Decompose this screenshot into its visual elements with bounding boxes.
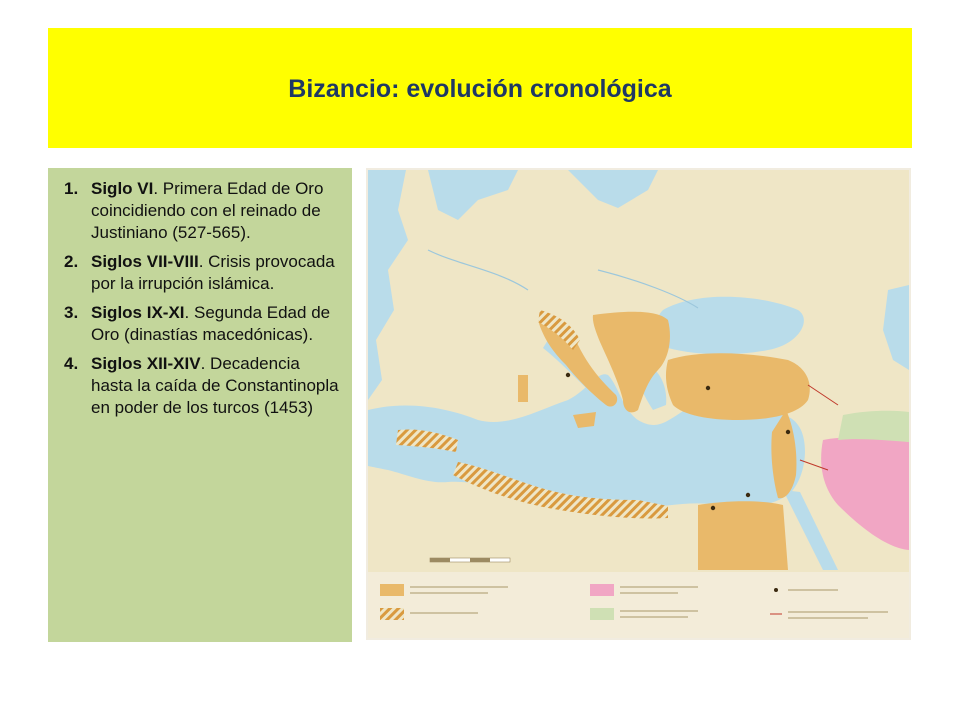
siege-marker-icon: [706, 386, 710, 390]
siege-marker-icon: [566, 373, 570, 377]
byzantine-empire-map: [366, 168, 911, 640]
map-svg: [368, 170, 909, 638]
chronology-list: [64, 178, 340, 419]
list-item: [64, 302, 340, 346]
list-item-heading: Siglos VII-VIII: [91, 252, 199, 271]
list-item: [64, 251, 340, 295]
list-item-number: 3.: [64, 303, 79, 322]
title-band: [48, 28, 912, 148]
list-item: [64, 353, 340, 419]
persian-empire: [838, 411, 909, 442]
list-item-text: . Crisis provocada por la irrupción islámica.: [91, 252, 335, 293]
empire-anatolia: [666, 353, 810, 420]
list-item-body: [91, 178, 340, 244]
scale-bar-segment: [470, 558, 490, 562]
list-item-body: [91, 302, 340, 346]
siege-marker-icon: [711, 506, 715, 510]
legend-swatch-persia: [590, 608, 614, 620]
siege-marker-icon: [786, 430, 790, 434]
slide-title: Bizancio: evolución cronológica: [288, 74, 672, 103]
siege-marker-icon: [774, 588, 778, 592]
scale-bar-segment: [430, 558, 450, 562]
list-item: [64, 178, 340, 244]
list-item-number: 2.: [64, 252, 79, 271]
list-item-heading: Siglos IX-XI: [91, 303, 185, 322]
list-item-text: . Primera Edad de Oro coincidiendo con el reinado de Justiniano (527-565).: [91, 179, 324, 242]
list-item-text: . Decadencia hasta la caída de Constantinopla en poder de los turcos (1453): [91, 354, 339, 417]
list-item-body: [91, 251, 340, 295]
siege-marker-icon: [746, 493, 750, 497]
list-item-heading: Siglos XII-XIV: [91, 354, 201, 373]
legend-swatch-reconquest: [380, 608, 404, 620]
list-item-number: 4.: [64, 354, 79, 373]
list-item-body: [91, 353, 340, 419]
legend-swatch-empire: [380, 584, 404, 596]
list-item-number: 1.: [64, 179, 79, 198]
list-item-heading: Siglo VI: [91, 179, 154, 198]
legend-swatch-vassals: [590, 584, 614, 596]
list-item-text: . Segunda Edad de Oro (dinastías macedónicas).: [91, 303, 331, 344]
empire-egypt: [698, 501, 788, 570]
empire-sardinia: [518, 375, 528, 402]
black-sea: [656, 297, 804, 354]
map-legend: [368, 572, 909, 638]
chronology-list-panel: [48, 168, 352, 642]
